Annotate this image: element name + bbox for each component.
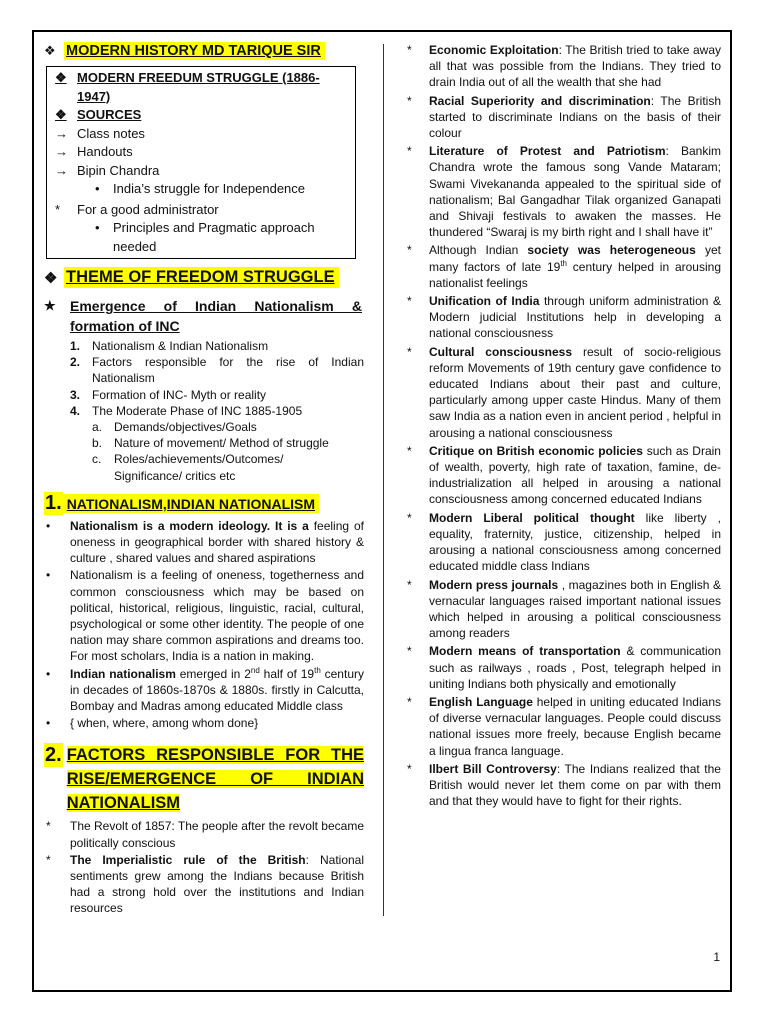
list-item: * Economic Exploitation: The British tried to take away all that was possible from the Indians. They tried to drain India out of all the wealth that she had — [407, 43, 721, 90]
bullet-icon: • — [46, 716, 51, 731]
source-item: Bipin Chandra — [77, 162, 160, 178]
list-item: * Racial Superiority and discrimination: The British started to discriminate Indians on the basis of their colour — [407, 93, 721, 141]
emergence-title: Emergence of Indian Nationalism & formation of INC — [70, 298, 362, 334]
theme-heading: THEME OF FREEDOM STRUGGLE — [64, 267, 339, 288]
asterisk-icon: * — [407, 344, 412, 359]
asterisk-icon: * — [407, 694, 412, 709]
list-item: * Ilbert Bill Controversy: The Indians realized that the British would never let them come on par with them and that they would have to fight for their rights. — [407, 761, 721, 809]
list-item: 1. Nationalism & Indian Nationalism — [70, 339, 269, 353]
factors-list — [405, 42, 721, 809]
asterisk-icon: * — [46, 819, 51, 834]
section-1-heading — [44, 492, 364, 515]
section-2-heading — [44, 743, 364, 815]
right-column — [405, 42, 721, 811]
page-number: 1 — [713, 950, 720, 964]
asterisk-icon: * — [407, 43, 412, 57]
list-subitem: a. Demands/objectives/Goals — [92, 420, 257, 435]
section-1-list — [44, 518, 364, 732]
asterisk-icon: * — [407, 761, 412, 776]
diamond-icon: ❖ — [55, 70, 67, 85]
bullet-icon: • — [46, 666, 51, 681]
admin-subitem: Principles and Pragmatic approach needed — [113, 220, 315, 254]
diamond-icon: ❖ — [44, 43, 56, 58]
list-item: * Critique on British economic policies such as Drain of wealth, poverty, high rate of taxation, famine, de-industrialization all helped in arousing a national consciousness among concerned educated Indians — [407, 443, 721, 507]
asterisk-icon: * — [407, 294, 412, 309]
list-item: * The Revolt of 1857: The people after the revolt became politically conscious — [46, 819, 364, 850]
column-divider — [383, 44, 384, 916]
list-item: • Nationalism is a feeling of oneness, togetherness and common consciousness which may be based on political, historical, religious, linguistic, racial, cultural, psychological or some other identity. The people of one nation may share common aspirations and dreams too. For most scholars, India is a nation in making. — [46, 568, 364, 664]
bullet-icon: • — [46, 518, 51, 533]
bullet-icon: • — [46, 568, 51, 583]
section-2-list — [44, 818, 364, 916]
list-item: * Modern means of transportation & communication such as railways , roads , Post, telegraph helped in uniting Indians both physically and emotionally — [407, 644, 722, 691]
sources-heading: SOURCES — [77, 107, 142, 122]
list-item: * The Imperialistic rule of the British: National sentiments grew among the Indians because British had a strong hold over the institutions and Indian resources — [46, 852, 365, 916]
asterisk-icon: * — [407, 144, 412, 159]
list-item: 2. Factors responsible for the rise of Indian Nationalism — [70, 355, 364, 386]
list-subitem: b. Nature of movement/ Method of struggle — [92, 436, 329, 451]
list-item: • Nationalism is a modern ideology. It is a feeling of oneness in geographical border with shared history & culture , shared values and shared aspirations — [46, 518, 364, 566]
asterisk-icon: * — [407, 510, 412, 525]
sources-box — [46, 66, 356, 259]
admin-item: For a good administrator — [77, 201, 219, 217]
section-number: 2. — [45, 744, 62, 767]
arrow-icon: → — [55, 144, 68, 159]
star-icon: ★ — [44, 298, 56, 313]
doc-title-row — [44, 42, 364, 60]
source-item: Class notes — [77, 125, 145, 141]
diamond-icon: ❖ — [44, 269, 58, 287]
emergence-heading — [44, 296, 364, 336]
section-title: FACTORS RESPONSIBLE FOR THE RISE/EMERGENCE OF INDIAN NATIONALISM — [66, 746, 364, 813]
list-item: • Indian nationalism emerged in 2nd half of 19th century in decades of 1860s-1870s & 1880s. firstly in Calcutta, Bombay and Madras among educated Middle class — [46, 665, 364, 714]
list-item: 4. The Moderate Phase of INC 1885-1905 — [70, 403, 303, 418]
list-item: * Modern press journals , magazines both in English & vernacular languages raised important national issues which helped in arousing a political consciousness among readers — [407, 577, 721, 641]
list-item: * Literature of Protest and Patriotism: Bankim Chandra wrote the famous song Vande Mataram; Swami Vivekananda appealed to the spiritual side of nationalism; Bal Gangadhar Tilak organized Ganapati and Shivaji festivals to awaken the masses. He thundered “Swaraj is my birth right and I shall have it” — [407, 144, 722, 240]
topic-outline — [44, 338, 364, 484]
list-item: * Cultural consciousness result of socio-religious reform Movements of 19th century gave confidence to educated Indians about their past and culture, particularly among upper caste Hindus. Many of them saw India as a nation even in ancient period , helpful in arousing a national consciousness — [407, 344, 721, 440]
asterisk-icon: * — [407, 443, 412, 458]
doc-title: MODERN HISTORY MD TARIQUE SIR — [64, 42, 325, 60]
list-item: 3. Formation of INC- Myth or reality — [70, 387, 267, 402]
list-item: * Unification of India through uniform administration & Modern judicial Institutions help in developing a national consciousness — [407, 294, 721, 341]
left-column — [44, 42, 364, 918]
asterisk-icon: * — [46, 852, 51, 867]
section-number: 1. — [45, 491, 62, 514]
list-subitem: c. Roles/achievements/Outcomes/ Significance/ critics etc — [92, 452, 284, 483]
asterisk-icon: * — [407, 644, 412, 659]
list-item: * Although Indian society was heterogeneous yet many factors of late 19th century helped in arousing nationalist feelings — [407, 243, 721, 290]
list-item: * Modern Liberal political thought like liberty , equality, fraternity, justice, citizenship, helped in arousing a national consciousness among concerned educated middle class Indians — [407, 510, 721, 574]
source-subitem: India’s struggle for Independence — [113, 181, 306, 196]
course-heading: MODERN FREEDUM STRUGGLE (1886-1947) — [77, 70, 320, 104]
bullet-icon: • — [95, 181, 100, 196]
asterisk-icon: * — [407, 93, 412, 108]
theme-row — [44, 259, 364, 288]
arrow-icon: → — [55, 125, 68, 141]
asterisk-icon: * — [407, 577, 412, 592]
arrow-icon: → — [55, 162, 68, 178]
asterisk-icon: * — [407, 243, 412, 258]
list-item: • { when, where, among whom done} — [46, 716, 259, 731]
list-item: * English Language helped in uniting educated Indians of diverse vernacular languages. People could discuss national issues more freely, because English became a lingua franca language. — [407, 694, 721, 758]
bullet-icon: • — [95, 220, 100, 235]
asterisk-icon: * — [55, 201, 61, 217]
section-title: NATIONALISM,INDIAN NATIONALISM — [63, 494, 319, 513]
diamond-icon: ❖ — [55, 107, 67, 122]
source-item: Handouts — [77, 144, 133, 159]
